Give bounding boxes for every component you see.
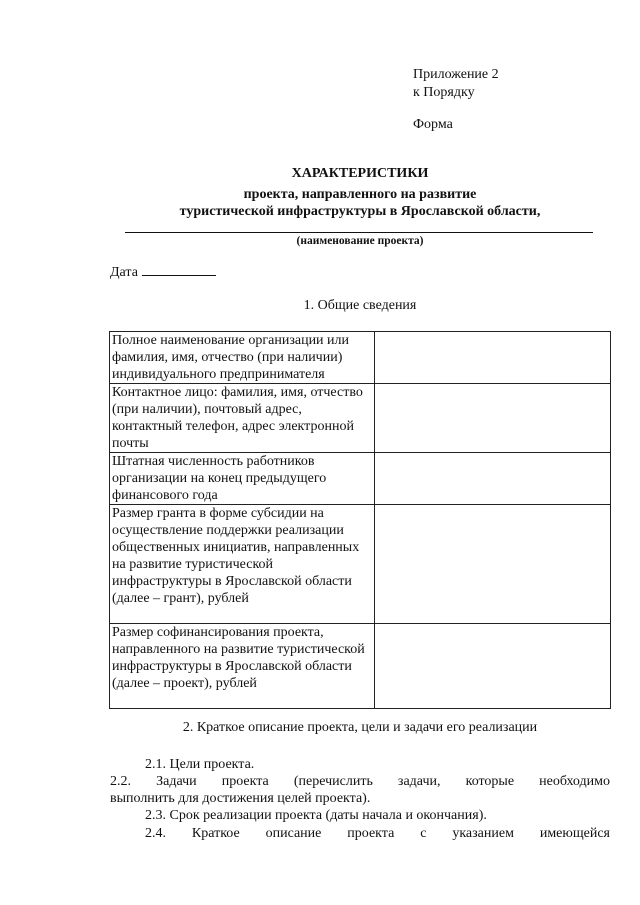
row-label: Размер софинансирования проекта, направленного на развитие туристической инфраструктуры в Ярославской области (далее – проект), рублей: [110, 624, 375, 709]
document-title: ХАРАКТЕРИСТИКИ: [291, 166, 429, 181]
row-value: [375, 332, 611, 384]
paragraph-2-1: 2.1. Цели проекта.: [145, 757, 255, 772]
annex-reference: [413, 66, 499, 102]
table-row: [110, 332, 611, 384]
section-1-heading: 1. Общие сведения: [303, 298, 417, 313]
project-name-caption: (наименование проекта): [296, 235, 424, 247]
table-row: [110, 384, 611, 453]
date-blank-line: [142, 263, 216, 276]
document-subtitle: [0, 186, 640, 220]
paragraph-2-3: 2.3. Срок реализации проекта (даты начала и окончания).: [145, 808, 487, 823]
section-2-heading: 2. Краткое описание проекта, цели и задачи его реализации: [182, 720, 538, 735]
row-value: [375, 453, 611, 505]
subtitle-line-2: туристической инфраструктуры в Ярославской области,: [179, 204, 541, 219]
form-label: Форма: [413, 117, 453, 132]
paragraph-2-4: 2.4. Краткое описание проекта с указанием имеющейся: [145, 826, 610, 841]
date-field: [110, 263, 216, 281]
paragraph-2-2-continued: выполнить для достижения целей проекта).: [110, 791, 371, 806]
row-label: Контактное лицо: фамилия, имя, отчество (при наличии), почтовый адрес, контактный телефон, адрес электронной почты: [110, 384, 375, 453]
annex-order-ref: к Порядку: [413, 85, 475, 100]
annex-number: Приложение 2: [413, 67, 499, 82]
date-label: Дата: [110, 265, 138, 280]
row-label: Полное наименование организации или фамилия, имя, отчество (при наличии) индивидуального предпринимателя: [110, 332, 375, 384]
row-label: Размер гранта в форме субсидии на осуществление поддержки реализации общественных инициатив, направленных на развитие туристической инфраструктуры в Ярославской области (далее – грант), рублей: [110, 505, 375, 624]
row-value: [375, 384, 611, 453]
row-value: [375, 624, 611, 709]
table-row: [110, 453, 611, 505]
paragraph-2-2: 2.2. Задачи проекта (перечислить задачи, которые необходимо: [110, 774, 610, 789]
general-info-table: [109, 331, 611, 709]
table-row: [110, 505, 611, 624]
row-label: Штатная численность работников организации на конец предыдущего финансового года: [110, 453, 375, 505]
row-value: [375, 505, 611, 624]
project-name-line: [125, 232, 593, 233]
table-row: [110, 624, 611, 709]
subtitle-line-1: проекта, направленного на развитие: [243, 187, 477, 202]
